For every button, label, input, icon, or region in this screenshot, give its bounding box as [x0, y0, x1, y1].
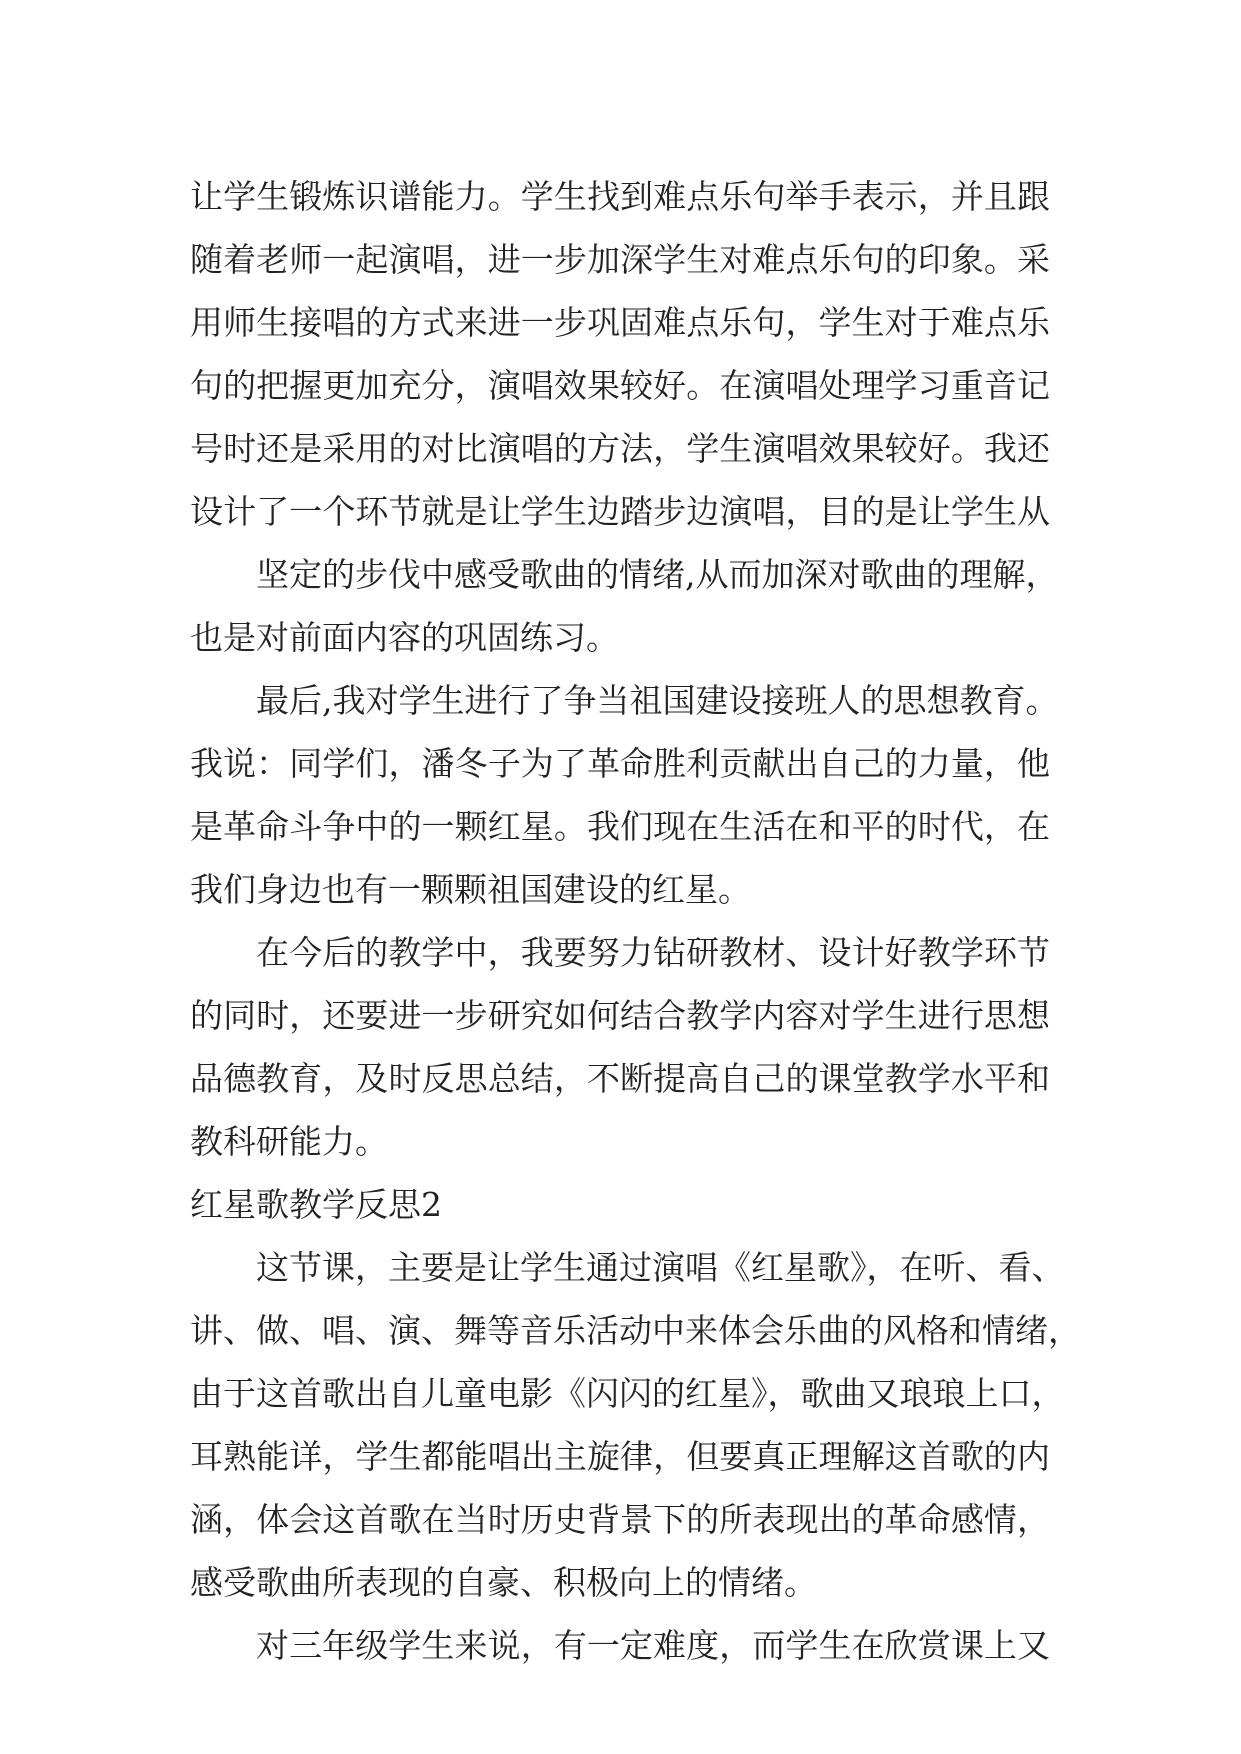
text-line: 由于这首歌出自儿童电影《闪闪的红星》，歌曲又琅琅上口， [190, 1374, 1065, 1413]
text-line: 的同时，还要进一步研究如何结合教学内容对学生进行思想 [190, 996, 1050, 1035]
paragraph-3 [190, 669, 1059, 921]
text-line: 用师生接唱的方式来进一步巩固难点乐句，学生对于难点乐 [190, 303, 1050, 342]
text-line: 设计了一个环节就是让学生边踏步边演唱，目的是让学生从 [190, 492, 1050, 531]
text-line: 这节课，主要是让学生通过演唱《红星歌》，在听、看、 [256, 1248, 1065, 1287]
text-line: 感受歌曲所表现的自豪、积极向上的情绪。 [190, 1563, 817, 1602]
text-line: 句的把握更加充分，演唱效果较好。在演唱处理学习重音记 [190, 366, 1050, 405]
text-line: 号时还是采用的对比演唱的方法，学生演唱效果较好。我还 [190, 429, 1050, 468]
text-line: 是革命斗争中的一颗红星。我们现在生活在和平的时代，在 [190, 807, 1050, 846]
text-line: 对三年级学生来说，有一定难度，而学生在欣赏课上又 [256, 1626, 1050, 1665]
paragraph-1 [190, 165, 1050, 543]
section-heading [190, 1173, 1050, 1236]
paragraph-6 [190, 1614, 1050, 1677]
text-line: 最后,我对学生进行了争当祖国建设接班人的思想教育。 [256, 681, 1059, 720]
text-line: 也是对前面内容的巩固练习。 [190, 618, 619, 657]
text-line: 我说：同学们，潘冬子为了革命胜利贡献出自己的力量，他 [190, 744, 1050, 783]
text-line: 我们身边也有一颗颗祖国建设的红星。 [190, 870, 751, 909]
paragraph-2 [190, 543, 1059, 669]
text-line: 讲、做、唱、演、舞等音乐活动中来体会乐曲的风格和情绪， [190, 1311, 1081, 1350]
text-line: 品德教育，及时反思总结，不断提高自己的课堂教学水平和 [190, 1059, 1050, 1098]
heading-line: 红星歌教学反思2 [190, 1185, 442, 1224]
text-line: 耳熟能详，学生都能唱出主旋律，但要真正理解这首歌的内 [190, 1437, 1050, 1476]
body-text [190, 165, 1081, 1677]
paragraph-4 [190, 921, 1050, 1173]
text-line: 坚定的步伐中感受歌曲的情绪,从而加深对歌曲的理解， [256, 555, 1059, 594]
paragraph-5 [190, 1236, 1081, 1614]
text-line: 涵，体会这首歌在当时历史背景下的所表现出的革命感情， [190, 1500, 1050, 1539]
text-line: 随着老师一起演唱，进一步加深学生对难点乐句的印象。采 [190, 240, 1050, 279]
text-line: 在今后的教学中，我要努力钻研教材、设计好教学环节 [256, 933, 1050, 972]
text-line: 教科研能力。 [190, 1122, 388, 1161]
text-line: 让学生锻炼识谱能力。学生找到难点乐句举手表示，并且跟 [190, 177, 1050, 216]
